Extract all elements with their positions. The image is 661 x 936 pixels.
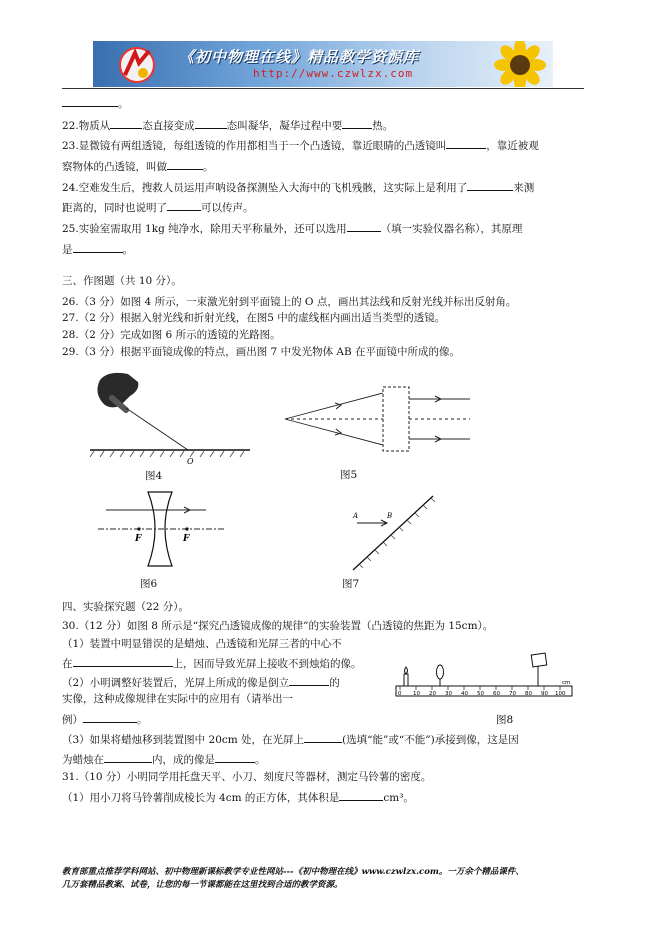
ruler-labels <box>398 680 570 697</box>
mirror-hatching <box>359 498 435 568</box>
figure-7-caption: 图7 <box>342 578 360 590</box>
footer-line-1: 教育部重点推荐学科网站、初中物理新课标教学专业性网站---《初中物理在线》www.czwlzx.com。一万余个精品课件、 <box>62 867 524 877</box>
question-30-3: （3）如果将蜡烛移到装置图中 20cm 处，在光屏上 (选填“能”或“不能”)承接到像，这是因 <box>62 731 519 747</box>
incident-rays <box>285 393 383 445</box>
point-o-label: O <box>187 457 194 466</box>
lens-dashed-box <box>383 387 409 451</box>
question-25-cont: 是 。 <box>62 241 133 257</box>
refracted-rays <box>409 399 470 439</box>
svg-text:0: 0 <box>398 691 402 697</box>
question-30: 30.（12 分）如图 8 所示是“探究凸透镜成像的规律”的实验装置（凸透镜的焦距为 15cm）。 <box>62 620 494 632</box>
banner-title: 《初中物理在线》精品教学资源库 <box>179 48 420 66</box>
site-logo-icon <box>113 45 161 83</box>
figure-8-caption: 图8 <box>496 714 514 726</box>
focus-left-dot <box>137 527 140 530</box>
svg-text:60: 60 <box>493 691 500 697</box>
figure-6 <box>96 488 226 572</box>
convex-lens-icon <box>437 665 444 686</box>
figure-8 <box>382 648 582 706</box>
section-3-title: 三、作图题（共 10 分）。 <box>62 275 182 287</box>
mirror-hatching <box>90 451 244 457</box>
figure-4 <box>80 368 255 468</box>
figure-5-caption: 图5 <box>340 469 358 481</box>
hand-icon <box>97 373 138 410</box>
svg-text:cm: cm <box>562 680 571 686</box>
question-30-3-cont: 为蜡烛在 内，成的像是 。 <box>62 751 266 767</box>
question-30-1-cont: 在 上，因而导致光屏上接收不到烛焰的像。 <box>62 655 362 671</box>
question-31-1: （1）用小刀将马铃薯削成棱长为 4cm 的正方体，其体积是 cm³。 <box>62 789 414 805</box>
screen-icon <box>531 653 547 686</box>
svg-text:30: 30 <box>445 691 452 697</box>
svg-text:50: 50 <box>477 691 484 697</box>
question-29: 29.（3 分）根据平面镜成像的特点，画出图 7 中发光物体 AB 在平面镜中所成的像。 <box>62 346 461 358</box>
figure-4-caption: 图4 <box>145 470 163 482</box>
answer-continuation: 。 <box>62 95 129 111</box>
question-27: 27.（2 分）根据入射光线和折射光线，在图5 中的虚线框内画出适当类型的透镜。 <box>62 312 446 324</box>
svg-text:10: 10 <box>413 691 420 697</box>
slanted-mirror <box>353 496 433 570</box>
laser-beam <box>126 408 188 450</box>
focus-right-dot <box>185 527 188 530</box>
focus-right-label: F <box>183 534 190 544</box>
footer-line-2: 几万套精品教案、试卷，让您的每一节课都能在这里找到合适的教学资源。 <box>62 880 343 890</box>
svg-text:20: 20 <box>429 691 436 697</box>
question-22: 22.物质从 态直接变成 态叫凝华，凝华过程中要 热。 <box>62 117 393 133</box>
banner-url: http://www.czwlzx.com <box>253 67 414 80</box>
question-30-2-cont: 实像，这种成像规律在实际中的应用有（请举出一 <box>62 693 293 705</box>
question-31: 31.（10 分）小明同学用托盘天平、小刀、刻度尺等器材，测定马铃薯的密度。 <box>62 771 432 783</box>
header-divider <box>62 88 584 89</box>
question-28: 28.（2 分）完成如图 6 所示的透镜的光路图。 <box>62 329 281 341</box>
point-b-label: B <box>387 512 393 520</box>
question-24-cont: 距离的，同时也说明了 可以传声。 <box>62 199 254 215</box>
point-a-label: A <box>353 512 359 520</box>
arrow-icon <box>335 429 341 435</box>
svg-text:100: 100 <box>555 691 566 697</box>
question-30-1: （1）装置中明显错误的是蜡烛、凸透镜和光屏三者的中心不 <box>62 638 342 650</box>
svg-text:90: 90 <box>541 691 548 697</box>
question-24: 24.空难发生后，搜救人员运用声呐设备探测坠入大海中的飞机残骸，这实际上是利用了 来测 <box>62 179 534 195</box>
focus-left-label: F <box>135 534 142 544</box>
question-23-cont: 察物体的凸透镜，叫做 。 <box>62 158 214 174</box>
figure-6-caption: 图6 <box>140 578 158 590</box>
svg-text:40: 40 <box>461 691 468 697</box>
figure-7 <box>345 490 440 578</box>
question-23: 23.显微镜有两组透镜，每组透镜的作用都相当于一个凸透镜，靠近眼睛的凸透镜叫 ，靠近被观 <box>62 137 539 153</box>
question-26: 26.（3 分）如图 4 所示，一束激光射到平面镜上的 O 点，画出其法线和反射光线并标出反射角。 <box>62 296 517 308</box>
header-banner <box>93 41 553 87</box>
section-4-title: 四、实验探究题（22 分）。 <box>62 601 189 613</box>
figure-5 <box>275 385 475 455</box>
sunflower-icon <box>488 41 553 87</box>
svg-text:70: 70 <box>509 691 516 697</box>
question-30-2-example: 例） 。 <box>62 711 148 727</box>
candle-icon <box>404 667 408 686</box>
arrow-icon <box>335 403 341 409</box>
ruler-ticks <box>400 686 560 690</box>
question-30-2: （2）小明调整好装置后，光屏上所成的像是倒立 的 <box>62 674 340 690</box>
question-25: 25.实验室需取用 1kg 纯净水，除用天平称量外，还可以选用 （填一实验仪器名称），其原理 <box>62 220 522 236</box>
svg-text:80: 80 <box>525 691 532 697</box>
